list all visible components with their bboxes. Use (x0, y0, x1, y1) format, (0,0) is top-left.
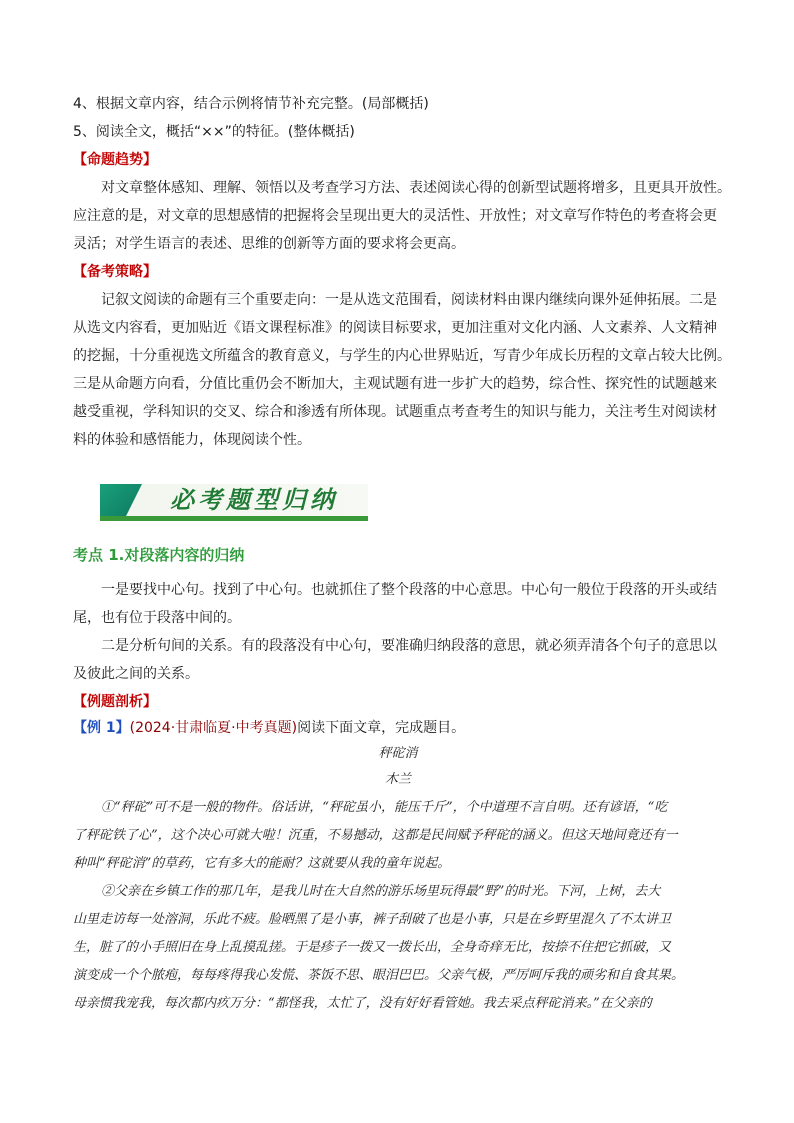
strategy-line: 料的体验和感悟能力，体现阅读个性。 (73, 432, 311, 448)
strategy-line: 的挖掘，十分重视选文所蕴含的教育意义，与学生的内心世界贴近，写青少年成长历程的文章占较大比例。 (73, 348, 731, 364)
example-intro (73, 714, 723, 742)
point-1-line: 一是要找中心句。找到了中心句。也就抓住了整个段落的中心意思。中心句一般位于段落的开头或结 (101, 582, 717, 598)
story-author: 木兰 (384, 772, 411, 787)
story-line: ①“秤砣”可不是一般的物件。俗话讲，“秤砣虽小，能压千斤”，个中道理不言自明。还有谚语，“吃 (101, 800, 668, 815)
strategy-heading: 【备考策略】 (73, 264, 157, 280)
story-line: ②父亲在乡镇工作的那几年，是我儿时在大自然的游乐场里玩得最“野”的时光。下河，上树，去大 (101, 884, 661, 899)
strategy-line: 记叙文阅读的命题有三个重要走向：一是从选文范围看，阅读材料由课内继续向课外延伸拓展。二是 (101, 292, 717, 308)
story-title: 秤砣消 (378, 746, 418, 761)
question-item-5: 5、阅读全文，概括“××”的特征。(整体概括) (73, 124, 355, 140)
example-instruction: 阅读下面文章，完成题目。 (297, 720, 466, 736)
point-1-title: 考点 1.对段落内容的归纳 (73, 546, 245, 564)
trend-heading: 【命题趋势】 (73, 152, 157, 168)
trend-line: 应注意的是，对文章的思想感情的把握将会呈现出更大的灵活性、开放性；对文章写作特色的考查将会更 (73, 208, 717, 224)
story-line: 种叫“秤砣消”的草药，它有多大的能耐？这就要从我的童年说起。 (73, 856, 451, 871)
strategy-line: 从选文内容看，更加贴近《语文课程标准》的阅读目标要求，更加注重对文化内涵、人文素养、人文精神 (73, 320, 717, 336)
story-line: 母亲惯我宠我，每次都内疚万分：“都怪我，太忙了，没有好好看管她。我去采点秤砣消来。”在父亲的 (73, 996, 652, 1011)
example-source: (2024·甘肃临夏·中考真题) (129, 720, 298, 736)
example-heading: 【例题剖析】 (73, 694, 157, 710)
strategy-line: 三是从命题方向看，分值比重仍会不断加大，主观试题有进一步扩大的趋势，综合性、探究性的试题越来 (73, 376, 717, 392)
example-label: 【例 1】 (73, 720, 130, 736)
trend-line: 对文章整体感知、理解、领悟以及考查学习方法、表述阅读心得的创新型试题将增多，且更具开放性。 (101, 180, 731, 196)
question-item-4: 4、根据文章内容，结合示例将情节补充完整。(局部概括) (73, 96, 429, 112)
point-1-line: 二是分析句间的关系。有的段落没有中心句，要准确归纳段落的意思，就必须弄清各个句子的意思以 (101, 638, 717, 654)
strategy-line: 越受重视，学科知识的交叉、综合和渗透有所体现。试题重点考查考生的知识与能力，关注考生对阅读材 (73, 404, 717, 420)
story-line: 山里走访每一处溶洞，乐此不疲。脸晒黑了是小事，裤子刮破了也是小事，只是在乡野里混久了不太讲卫 (73, 912, 672, 927)
story-line: 生，脏了的小手照旧在身上乱摸乱搓。于是疹子一拨又一拨长出，全身奇痒无比，按捺不住把它抓破，又 (73, 940, 672, 955)
section-banner (100, 484, 368, 522)
point-1-line: 及彼此之间的关系。 (73, 666, 199, 682)
banner-underline (100, 516, 368, 521)
banner-title: 必考题型归纳 (170, 485, 338, 514)
story-line: 了秤砣铁了心”，这个决心可就大啦！沉重，不易撼动，这都是民间赋予秤砣的涵义。但这天地间竟还有一 (73, 828, 678, 843)
trend-line: 灵活；对学生语言的表述、思维的创新等方面的要求将会更高。 (73, 236, 465, 252)
story-line: 演变成一个个脓疱，每每疼得我心发慌、茶饭不思、眼泪巴巴。父亲气极，严厉呵斥我的顽劣和自食其果。 (73, 968, 685, 983)
point-1-line: 尾，也有位于段落中间的。 (73, 610, 241, 626)
